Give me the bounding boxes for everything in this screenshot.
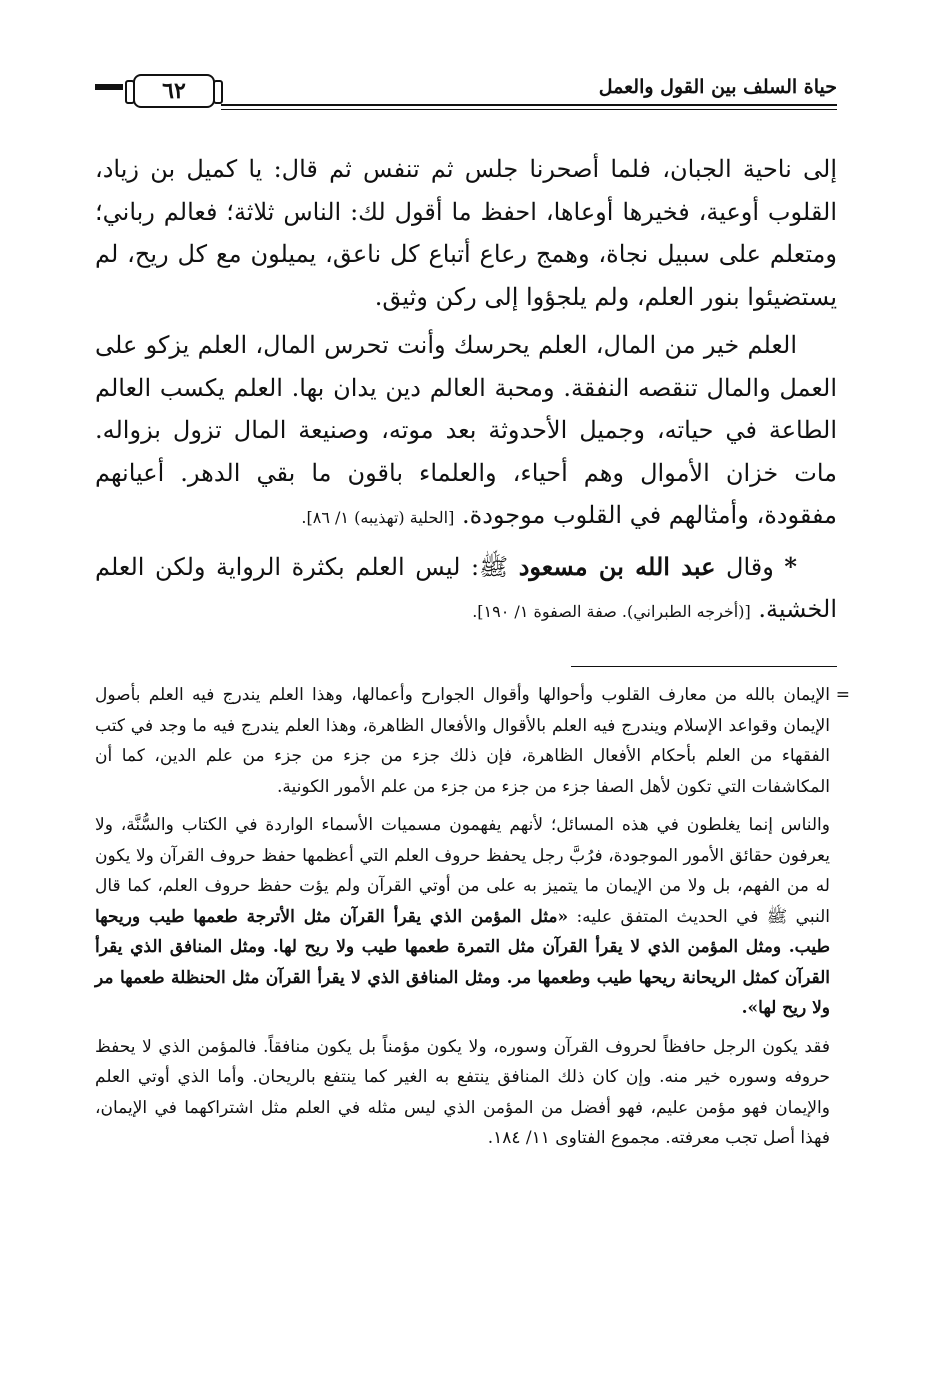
paragraph-3-reference: [(أخرجه الطبراني). صفة الصفوة ١/ ١٩٠]. (472, 602, 751, 621)
narrator-name: عبد الله بن مسعود (518, 551, 716, 581)
paragraph-3 (95, 546, 837, 634)
footnote-paragraph-1: الإيمان بالله من معارف القلوب وأحوالها وأقوال الجوارح وأعمالها، وهذا العلم يندرج فيه العلم بأصول الإيمان وقواعد الإسلام ويندرج فيه العلم بالأقوال والأفعال الظاهرة، وهذا العلم يندرج فيه ما وجد في كتب الفقهاء من العلم بأحكام الأفعال الظاهرة، فإن ذلك جزء من جزء من جزء من علم الدين، كما أن المكاشفات التي تكون لأهل الصفا جزء من جزء من جزء من علم الأمور الكونية. (95, 685, 830, 797)
header-rule (221, 104, 837, 106)
header-ornament-line (95, 84, 123, 90)
footnote-paragraph-2 (95, 810, 830, 1024)
footnote-continuation-mark: = (835, 685, 850, 705)
honorific-glyph: ﷺ (479, 552, 509, 581)
header-rule-thin (221, 109, 837, 110)
paragraph-2 (95, 324, 837, 540)
footnote-separator (571, 666, 837, 667)
paragraph-2-reference: [الحلية (تهذيبه) ١/ ٨٦]. (301, 508, 455, 527)
footnote-paragraph-2-text: والناس إنما يغلطون في هذه المسائل؛ لأنهم يفهمون مسميات الأسماء الواردة في الكتاب والسُّنَّة، ولا يعرفون حقائق الأمور الموجودة، فرُبَّ رجل يحفظ حروف العلم التي أعظمها حفظ حروف القرآن ولا يكون له من الفهم، بل ولا من الإيمان ما يتميز به على من أوتي القرآن ولم يؤت حفظ حروف العلم، كما قال النبي ﷺ في الحديث المتفق عليه: (95, 815, 830, 927)
paragraph-3-lead: وقال (726, 552, 774, 581)
running-title: حياة السلف بين القول والعمل (598, 76, 837, 98)
star-bullet: * (784, 551, 797, 581)
footnote-paragraph-3: فقد يكون الرجل حافظاً لحروف القرآن وسوره، ولا يكون مؤمناً بل يكون منافقاً. فالمؤمن الذي لا يحفظ حروفه وسوره خير منه. وإن كان ذلك المنافق ينتفع به الغير كما ينتفع بالريحان. وأما الذي أوتي العلم والإيمان فهو مؤمن عليم، فهو أفضل من المؤمن الذي ليس مثله في العلم مثل اشتراكهما في الإيمان، فهذا أصل تجب معرفته. مجموع الفتاوى ١١/ ١٨٤. (95, 1036, 830, 1148)
main-body (95, 148, 837, 640)
page-number: ٦٢ (133, 74, 215, 108)
page-header (95, 74, 837, 120)
footnotes (95, 680, 850, 1162)
paragraph-1: إلى ناحية الجبان، فلما أصحرنا جلس ثم تنفس ثم قال: يا كميل بن زياد، القلوب أوعية، فخيرها أوعاها، احفظ ما أقول لك: الناس ثلاثة؛ فعالم رباني؛ ومتعلم على سبيل نجاة، وهمج رعاع أتباع كل ناعق، يميلون مع كل ريح، لم يستضيئوا بنور العلم، ولم يلجؤوا إلى ركن وثيق. (95, 155, 838, 311)
hadith-quote: «مثل المؤمن الذي يقرأ القرآن مثل الأترجة طعمها طيب وريحها طيب. ومثل المؤمن الذي لا يقرأ القرآن مثل التمرة طعمها طيب ولا ريح لها. ومثل المنافق الذي يقرأ القرآن كمثل الريحانة ريحها طيب وطعمها مر. ومثل المنافق الذي لا يقرأ القرآن مثل الحنظلة طعمها مر ولا ريح لها». (95, 906, 830, 1018)
paragraph-2-text: العلم خير من المال، العلم يحرسك وأنت تحرس المال، العلم يزكو على العمل والمال تنقصه النفقة. ومحبة العالم دين يدان بها. العلم يكسب العالم الطاعة في حياته، وجميل الأحدوثة بعد موته، وصنيعة المال تزول بزواله. مات خزان الأموال وهم أحياء، والعلماء باقون ما بقي الدهر. أعيانهم مفقودة، وأمثالهم في القلوب موجودة. (95, 331, 837, 529)
paragraph-3-text: : ليس العلم بكثرة الرواية ولكن العلم الخشية. (95, 552, 837, 623)
